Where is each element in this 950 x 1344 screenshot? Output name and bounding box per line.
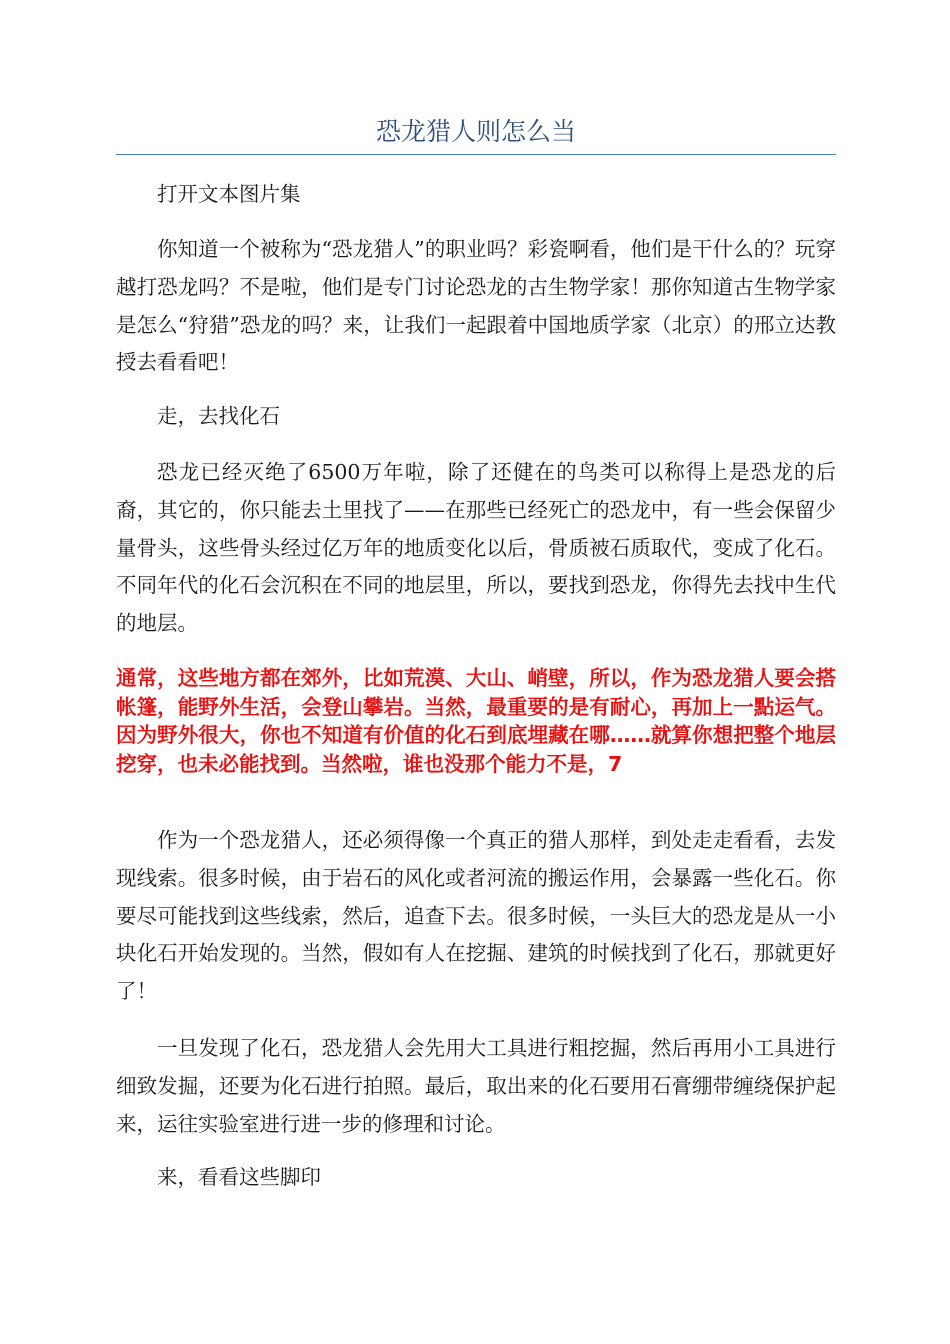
paragraph-clues: 作为一个恐龙猎人，还必须得像一个真正的猎人那样，到处走走看看，去发现线索。很多时候，由于岩石的风化或者河流的搬运作用，会暴露一些化石。你要尽可能找到这些线索，然后，追查下去。很多时候，一头巨大的恐龙是从一小块化石开始发现的。当然，假如有人在挖掘、建筑的时候找到了化石，那就更好了！ [116, 828, 836, 1004]
section-heading-footprints: 来，看看这些脚印 [157, 1165, 321, 1189]
section-heading-find-fossils: 走，去找化石 [157, 404, 280, 428]
paragraph-excavation: 一旦发现了化石，恐龙猎人会先用大工具进行粗挖掘，然后再用小工具进行细致发掘，还要为化石进行拍照。最后，取出来的化石要用石膏绷带缠绕保护起来，运往实验室进行进一步的修理和讨论。 [116, 1036, 836, 1136]
paragraph-intro-label: 打开文本图片集 [157, 182, 301, 206]
title-underline [116, 154, 836, 155]
paragraph-extinction: 恐龙已经灭绝了6500万年啦，除了还健在的鸟类可以称得上是恐龙的后裔，其它的，你只能去土里找了——在那些已经死亡的恐龙中，有一些会保留少量骨头，这些骨头经过亿万年的地质变化以后，骨质被石质取代，变成了化石。不同年代的化石会沉积在不同的地层里，所以，要找到恐龙，你得先去找中生代的地层。 [116, 460, 836, 636]
paragraph-highlight-fieldwork: 通常，这些地方都在郊外，比如荒漠、大山、峭壁，所以，作为恐龙猎人要会搭帐篷，能野外生活，会登山攀岩。当然，最重要的是有耐心，再加上一點运气。因为野外很大，你也不知道有价值的化石到底埋藏在哪……就算你想把整个地层挖穿，也未必能找到。当然啦，谁也没那个能力不是，7 [116, 666, 836, 776]
paragraph-intro: 你知道一个被称为“恐龙猎人”的职业吗？彩瓷啊看，他们是干什么的？玩穿越打恐龙吗？不是啦，他们是专门讨论恐龙的古生物学家！那你知道古生物学家是怎么“狩猎”恐龙的吗？来，让我们一起跟着中国地质学家（北京）的邢立达教授去看看吧！ [116, 237, 836, 375]
document-title: 恐龙猎人则怎么当 [375, 117, 576, 146]
